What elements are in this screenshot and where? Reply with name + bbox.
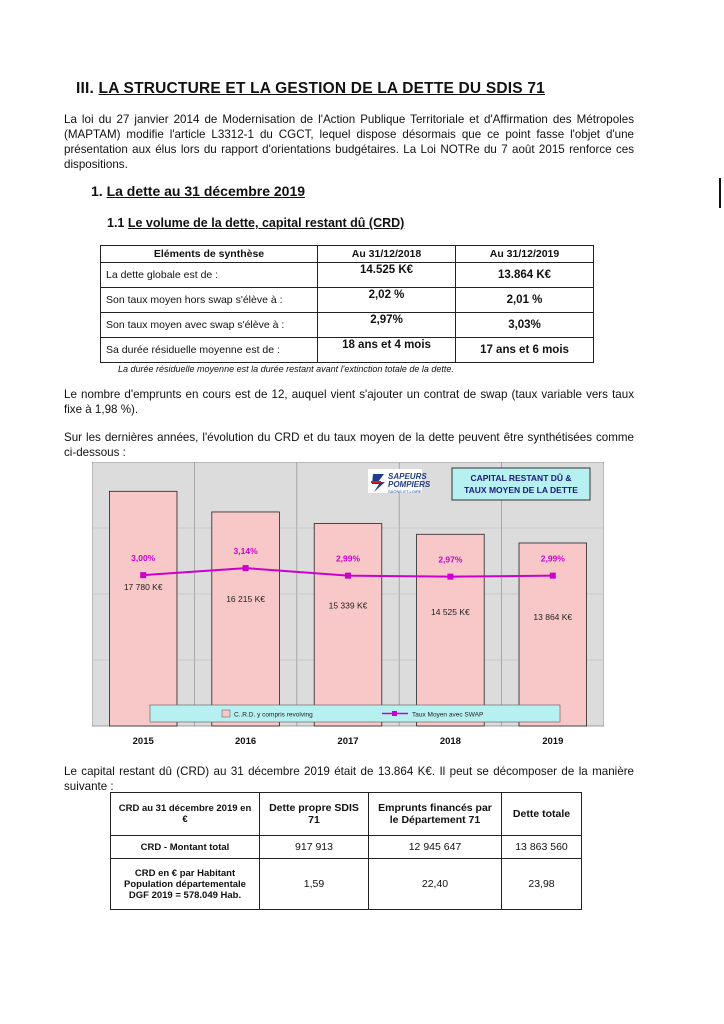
value-2018: 2,02 % (318, 288, 456, 313)
bar-value-label: 14 525 K€ (431, 606, 470, 617)
rate-value-label: 3,00% (131, 553, 156, 564)
bar (519, 543, 587, 726)
heading-2-number: 1.1 (107, 216, 125, 230)
logo-text-2: POMPIERS (388, 480, 431, 489)
logo (368, 469, 431, 494)
logo-text-1: SAPEURS (388, 472, 427, 481)
value-2018: 2,97% (318, 313, 456, 338)
rate-point (243, 565, 249, 571)
rate-point (345, 573, 351, 579)
value-2018: 14.525 K€ (318, 263, 456, 288)
table-header: Eléments de synthèse (101, 246, 318, 263)
crd-chart (92, 462, 604, 750)
legend-line-marker (392, 711, 397, 716)
rate-value-label: 3,14% (233, 546, 258, 557)
heading-2 (107, 216, 404, 230)
legend-box (150, 705, 560, 722)
heading-1-text: La dette au 31 décembre 2019 (106, 183, 306, 199)
row-label: Son taux moyen avec swap s'élève à : (101, 313, 318, 338)
logo-text-3: SAÔNE-ET-LOIRE (388, 489, 422, 494)
rate-point (140, 572, 146, 578)
heading-1 (91, 183, 305, 199)
chart-legend (150, 705, 560, 722)
row-label: La dette globale est de : (101, 263, 318, 288)
table-header: Dette totale (502, 793, 582, 836)
value-2018: 18 ans et 4 mois (318, 338, 456, 363)
loans-paragraph: Le nombre d'emprunts en cours est de 12, auquel vient s'ajouter un contrat de swap (taux variable vers taux fixe à 1,98 %). (64, 388, 634, 416)
table-row (101, 263, 594, 288)
row-label: CRD en € par Habitant Population départementale DGF 2019 = 578.049 Hab. (111, 859, 260, 910)
section-title (76, 80, 545, 98)
bar (212, 512, 280, 726)
bar-value-label: 17 780 K€ (123, 581, 163, 592)
legend-bar-swatch (222, 710, 230, 717)
table-header: CRD au 31 décembre 2019 en € (111, 793, 260, 836)
x-tick-label: 2018 (439, 736, 461, 747)
intro-paragraph: La loi du 27 janvier 2014 de Modernisation de l'Action Publique Territoriale et d'Affirmation des Métropoles (MAPTAM) modifie l'article L3312-1 du CGCT, lequel dispose désormais que ce point fasse l'objet d'une présentation aux élus lors du rapport d'orientations budgétaires. La Loi NOTRe du 7 août 2015 renforce ces dispositions. (64, 113, 634, 171)
table-header: Dette propre SDIS 71 (260, 793, 369, 836)
rate-value-label: 2,99% (540, 553, 565, 564)
rate-value-label: 2,97% (438, 554, 463, 565)
logo-stripe-icon (371, 481, 381, 483)
bar (109, 491, 177, 726)
table-header: Au 31/12/2019 (456, 246, 594, 263)
value-2019: 17 ans et 6 mois (456, 338, 594, 363)
rate-point (550, 573, 556, 579)
synthesis-table (100, 245, 594, 363)
section-title-text: LA STRUCTURE ET LA GESTION DE LA DETTE DU SDIS 71 (98, 80, 545, 97)
bar-value-label: 16 215 K€ (226, 593, 265, 604)
x-tick-label: 2017 (337, 736, 359, 747)
chart-title-line-2: TAUX MOYEN DE LA DETTE (464, 485, 578, 495)
table-cell: 1,59 (260, 859, 369, 910)
value-2019: 2,01 % (456, 288, 594, 313)
chart-title-line-1: CAPITAL RESTANT DÛ & (470, 473, 572, 483)
x-tick-label: 2019 (542, 736, 564, 747)
evolution-paragraph: Sur les dernières années, l'évolution du CRD et du taux moyen de la dette peuvent être synthétisées comme ci-dessous : (64, 431, 634, 459)
chart-title-box (452, 468, 590, 500)
row-label: Sa durée résiduelle moyenne est de : (101, 338, 318, 363)
legend-bar-label: C..R.D. y compris revolving (234, 711, 313, 719)
heading-1-number: 1. (91, 183, 103, 199)
bar-value-label: 13 864 K€ (533, 611, 573, 622)
legend-line-label: Taux Moyen avec SWAP (412, 711, 484, 719)
value-2019: 3,03% (456, 313, 594, 338)
table-row (101, 338, 594, 363)
heading-2-text: Le volume de la dette, capital restant dû (CRD) (127, 216, 405, 230)
crd-paragraph: Le capital restant dû (CRD) au 31 décembre 2019 était de 13.864 K€. Il peut se décomposer de la manière suivante : (64, 765, 634, 793)
table-row (101, 313, 594, 338)
table-row (111, 859, 582, 910)
table-header-row (101, 246, 594, 263)
table-cell: 13 863 560 (502, 836, 582, 859)
row-label: Son taux moyen hors swap s'élève à : (101, 288, 318, 313)
table-header: Emprunts financés par le Département 71 (369, 793, 502, 836)
table-cell: 23,98 (502, 859, 582, 910)
table-cell: 12 945 647 (369, 836, 502, 859)
table-row (111, 836, 582, 859)
table-cell: 22,40 (369, 859, 502, 910)
x-tick-label: 2015 (132, 736, 154, 747)
table-header-row (111, 793, 582, 836)
table-row (101, 288, 594, 313)
page-edge-mark (719, 178, 721, 208)
crd-chart-svg (92, 462, 604, 750)
value-2019: 13.864 K€ (456, 263, 594, 288)
table-cell: 917 913 (260, 836, 369, 859)
table-note: La durée résiduelle moyenne est la durée restant avant l'extinction totale de la dette. (118, 364, 454, 374)
x-tick-label: 2016 (235, 736, 257, 747)
rate-point (447, 574, 453, 580)
rate-value-label: 2,99% (335, 553, 361, 564)
section-number: III. (76, 80, 95, 97)
crd-table (110, 792, 582, 910)
bar-value-label: 15 339 K€ (328, 600, 368, 611)
row-label: CRD - Montant total (111, 836, 260, 859)
table-header: Au 31/12/2018 (318, 246, 456, 263)
